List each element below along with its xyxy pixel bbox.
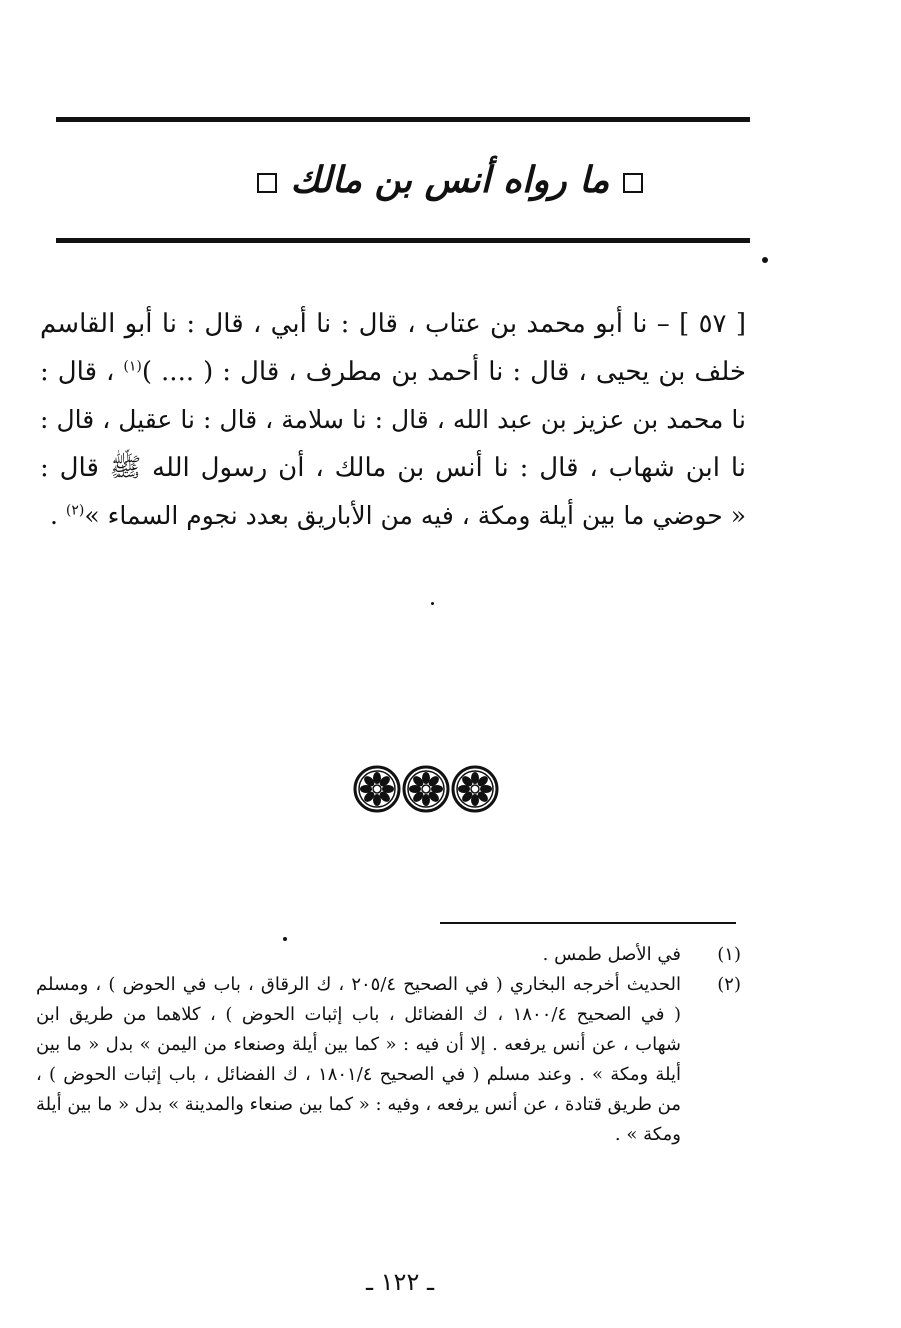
footnote-line: في الأصل طمس .	[542, 944, 681, 965]
footnote-line: ومكة » .	[614, 1124, 681, 1145]
square-ornament-icon	[623, 173, 643, 193]
footnote-ref: (١)	[123, 358, 142, 375]
page-number: ـ ١٢٢ ـ	[365, 1268, 434, 1296]
footnotes	[36, 940, 741, 1150]
chapter-title-text: ما رواه أنس بن مالك	[290, 159, 610, 201]
bottom-rule	[56, 238, 750, 243]
body-line: خلف بن يحيى ، قال : نا أحمد بن مطرف ، قال : ( .... )$^{(١)}$ ، قال :	[40, 357, 746, 387]
body-line: نا محمد بن عزيز بن عبد الله ، قال : نا سلامة ، قال : نا عقيل ، قال :	[40, 405, 746, 434]
ink-dot	[762, 257, 768, 263]
footnote-number: (٢)	[717, 974, 741, 995]
rosette-ornament-icon	[352, 764, 500, 814]
chapter-title	[150, 150, 750, 210]
body-line: « حوضي ما بين أيلة ومكة ، فيه من الأباريق بعدد نجوم السماء »$^{(٢)}$ .	[49, 501, 746, 530]
footnote	[36, 970, 741, 1150]
footnote-line: الحديث أخرجه البخاري ( في الصحيح ٢٠٥/٤ ، ك الرقاق ، باب في الحوض ) ، ومسلم	[36, 974, 681, 995]
ink-dot	[431, 602, 434, 605]
top-rule	[56, 117, 750, 122]
hadith-body	[40, 300, 746, 540]
footnote-line: أيلة ومكة » . وعند مسلم ( في الصحيح ١٨٠١/٤ ، ك الفضائل ، باب إثبات الحوض ) ،	[36, 1064, 681, 1085]
footnote-line: شهاب ، عن أنس يرفعه . إلا أن فيه : « كما بين أيلة وصنعاء من اليمن » بدل « ما بين	[36, 1034, 681, 1055]
body-line: نا ابن شهاب ، قال : نا أنس بن مالك ، أن رسول الله ﷺ قال :	[40, 453, 746, 483]
footnote-ref: (٢)	[65, 502, 85, 519]
footnote-number: (١)	[717, 944, 741, 965]
footnote-separator	[440, 922, 736, 924]
square-ornament-icon	[257, 173, 277, 193]
footnote-line: ( في الصحيح ١٨٠٠/٤ ، ك الفضائل ، باب إثبات الحوض ) ، كلاهما من طريق ابن	[36, 1004, 682, 1025]
body-line: [ ٥٧ ] – نا أبو محمد بن عتاب ، قال : نا أبي ، قال : نا أبو القاسم	[40, 309, 746, 339]
footnote-line: من طريق قتادة ، عن أنس يرفعه ، وفيه : « كما بين صنعاء والمدينة » بدل « ما بين أيلة	[36, 1094, 682, 1115]
footnote	[36, 940, 741, 970]
